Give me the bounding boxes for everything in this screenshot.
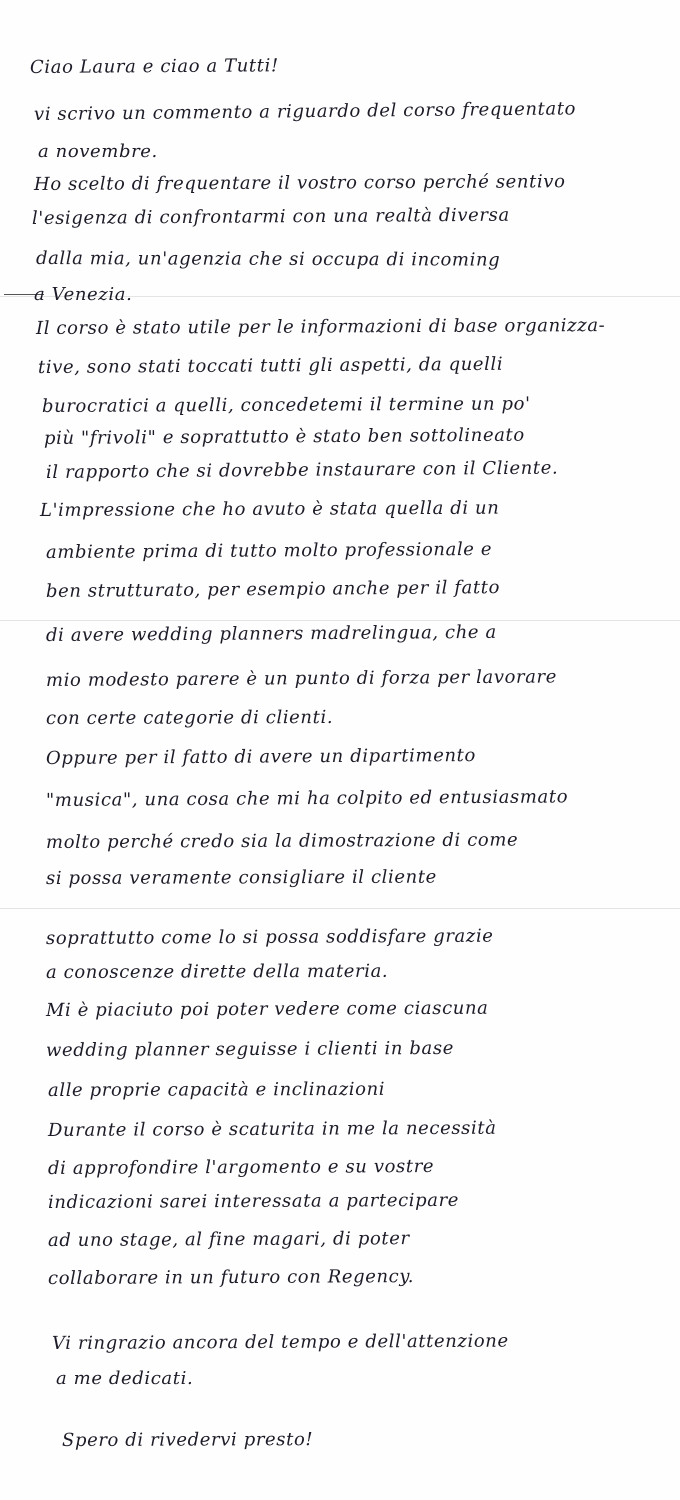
letter-line: l'esigenza di confrontarmi con una realtà diversa (31, 204, 510, 229)
letter-line: collaborare in un futuro con Regency. (47, 1266, 415, 1289)
letter-line: ad uno stage, al fine magari, di poter (47, 1228, 410, 1251)
letter-line: wedding planner seguisse i clienti in base (45, 1037, 454, 1061)
letter-line: "musica", una cosa che mi ha colpito ed entusiasmato (45, 786, 569, 811)
letter-line: burocratici a quelli, concedetemi il termine un po' (41, 393, 531, 417)
letter-line: L'impressione che ho avuto è stata quella di un (39, 497, 500, 521)
letter-line: soprattutto come lo si possa soddisfare grazie (45, 925, 494, 949)
letter-line: dalla mia, un'agenzia che si occupa di incoming (35, 248, 501, 271)
letter-line: ben strutturato, per esempio anche per il fatto (45, 577, 501, 602)
letter-line: Oppure per il fatto di avere un dipartimento (45, 744, 476, 769)
letter-line: Ho scelto di frequentare il vostro corso perché sentivo (33, 171, 566, 195)
letter-line: si possa veramente consigliare il cliente (45, 866, 437, 889)
letter-greeting: Ciao Laura e ciao a Tutti! (29, 55, 279, 78)
letter-line: Vi ringrazio ancora del tempo e dell'attenzione (51, 1330, 509, 1354)
letter-line: alle proprie capacità e inclinazioni (47, 1078, 386, 1101)
letter-line: a novembre. (38, 141, 158, 162)
letter-line: molto perché credo sia la dimostrazione di come (45, 829, 519, 853)
paper-fold-line (0, 620, 680, 621)
letter-closing: Spero di rivedervi presto! (61, 1429, 314, 1451)
letter-line: mio modesto parere è un punto di forza per lavorare (45, 666, 558, 691)
letter-line: indicazioni sarei interessata a partecipare (47, 1189, 460, 1213)
paper-fold-line (0, 908, 680, 909)
letter-line: con certe categorie di clienti. (45, 706, 334, 729)
letter-line: Il corso è stato utile per le informazioni di base organizza- (35, 315, 606, 339)
letter-line: a me dedicati. (56, 1368, 194, 1389)
letter-line: più "frivoli" e soprattutto è stato ben sottolineato (43, 424, 525, 449)
letter-line: a Venezia. (34, 284, 133, 305)
letter-line: ambiente prima di tutto molto professionale e (45, 538, 493, 563)
letter-line: Mi è piaciuto poi poter vedere come ciascuna (45, 997, 489, 1021)
letter-line: di avere wedding planners madrelingua, che a (45, 621, 497, 646)
letter-line: tive, sono stati toccati tutti gli aspetti, da quelli (37, 353, 504, 378)
letter-line: Durante il corso è scaturita in me la necessità (47, 1117, 497, 1141)
letter-line: a conoscenze dirette della materia. (45, 960, 389, 983)
letter-line: vi scrivo un commento a riguardo del corso frequentato (33, 98, 577, 125)
letter-line: di approfondire l'argomento e su vostre (47, 1155, 435, 1179)
letter-line: il rapporto che si dovrebbe instaurare con il Cliente. (45, 457, 559, 483)
